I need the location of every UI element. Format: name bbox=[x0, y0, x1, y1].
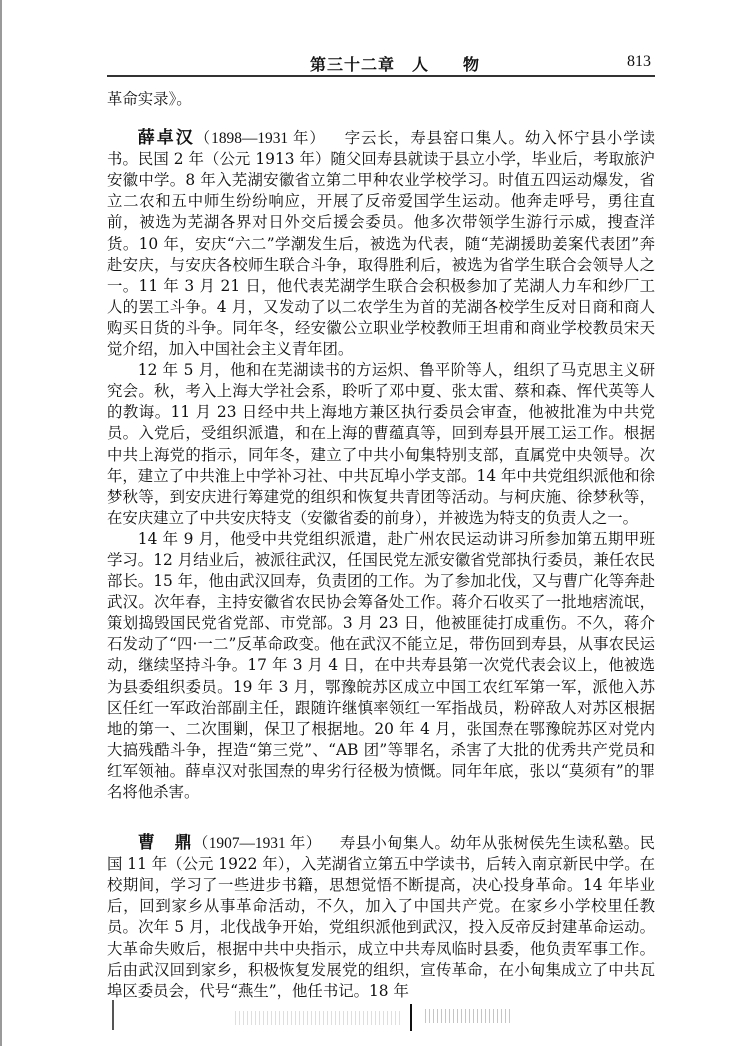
person-dates: （1907—1931 年） bbox=[192, 835, 322, 853]
scan-page-edge bbox=[0, 0, 2, 1046]
continuation-text: 革命实录》。 bbox=[107, 90, 192, 108]
person-name: 薛卓汉 bbox=[137, 128, 195, 149]
paragraph-text: 寿县小甸集人。幼年从张树侯先生读私塾。民国 11 年（公元 1922 年），入芜湖省立第五中学读书，后转入南京新民中学。在校期间，学习了一些进步书籍，思想觉悟不断提高，决心投身革命。14 年毕业后，回到家乡从事革命活动，不久，加入了中国共产党。在家乡小学校里任教员。次年 5 月，北伐战争开始，党组织派他到武汉，投入反帝反封建革命运动。大革命失败后，根据中共中央指示，成立中共寿凤临时县委，他负责军事工作。后由武汉回到家乡，积极恢复发展党的组织，宣传革命，在小甸集成立了中共瓦埠区委员会，代号“燕生”，他任书记。18 年 bbox=[107, 834, 655, 1000]
scan-artifacts bbox=[0, 995, 747, 1035]
paragraph: 14 年 9 月，他受中共党组织派遣，赴广州农民运动讲习所参加第五期甲班学习。12 月结业后，被派往武汉，任国民党左派安徽省党部执行委员，兼任农民部长。15 年，他由武汉回寿，负责团的工作。为了参加北伐，又与曹广化等奔赴武汉。次年春，主持安徽省农民协会筹备处工作。蒋介石收买了一批地痞流氓，策划捣毁国民党省党部、市党部。3 月 23 日，他被匪徒打成重伤。不久，蒋介石发动了“四·一二”反革命政变。他在武汉不能立足，带伤回到寿县，从事农民运动，继续坚持斗争。17 年 3 月 4 日，在中共寿县第一次党代表会议上，他被选为县委组织委员。19 年 3 月，鄂豫皖苏区成立中国工农红军第一军，派他入苏区任红一军政治部副主任，跟随许继慎率领红一军指战员，粉碎敌人对苏区根据地的第一、二次围剿，保卫了根据地。20 年 4 月，张国焘在鄂豫皖苏区对党内大搞残酷斗争，捏造“第三党”、“AB 团”等罪名，杀害了大批的优秀共产党员和红军领袖。薛卓汉对张国焘的卑劣行径极为愤慨。同年年底，张以“莫须有”的罪名将他杀害。 bbox=[107, 529, 655, 801]
scan-mark bbox=[410, 1004, 412, 1031]
header-rule bbox=[107, 75, 655, 77]
chapter-title: 第三十二章 人 物 bbox=[310, 55, 481, 74]
paragraph-text: 字云长，寿县窑口集人。幼入怀宁县小学读书。民国 2 年（公元 1913 年）随父回寿县就读于县立小学，毕业后，考取旅沪安徽中学。8 年入芜湖安徽省立第二甲种农业学校学习。时值五四运动爆发，省立二农和五中师生纷纷响应，开展了反帝爱国学生运动。他奔走呼号，勇往直前，被选为芜湖各界对日外交后援会委员。他多次带领学生游行示威，搜查洋货。10 年，安庆“六二”学潮发生后，被选为代表，随“芜湖援助姜案代表团”奔赴安庆，与安庆各校师生联合斗争，取得胜利后，被选为省学生联合会领导人之一。11 年 3 月 21 日，他代表芜湖学生联合会积极参加了芜湖人力车和纱厂工人的罢工斗争。4 月，又发动了以二农学生为首的芜湖各校学生反对日商和商人购买日货的斗争。同年冬，经安徽公立职业学校教师王坦甫和商业学校教员宋天觉介绍，加入中国社会主义青年团。 bbox=[107, 129, 655, 359]
page-number: 813 bbox=[627, 53, 651, 70]
biography-entry-cao-ding bbox=[107, 833, 655, 1002]
scan-noise bbox=[235, 1011, 400, 1025]
running-header bbox=[107, 52, 655, 74]
person-name: 曹 鼎 bbox=[137, 833, 193, 854]
person-dates: （1898—1931 年） bbox=[194, 130, 326, 148]
page-body bbox=[107, 89, 655, 1002]
paragraph: 12 年 5 月，他和在芜湖读书的方运炽、鲁平阶等人，组织了马克思主义研究会。秋，考入上海大学社会系，聆听了邓中夏、张太雷、蔡和森、恽代英等人的教诲。11 月 23 日经中共上海地方兼区执行委员会审查，他被批准为中共党员。入党后，受组织派遣，和在上海的曹蕴真等，回到寿县开展工运工作。根据中共上海党的指示，同年冬，建立了中共小甸集特别支部，直属党中央领导。次年，建立了中共淮上中学补习社、中共瓦埠小学支部。14 年中共党组织派他和徐梦秋等，到安庆进行筹建党的组织和恢复共青团等活动。与柯庆施、徐梦秋等，在安庆建立了中共安庆特支（安徽省委的前身），并被选为特支的负责人之一。 bbox=[107, 361, 655, 527]
scan-noise bbox=[425, 1009, 510, 1023]
scan-mark bbox=[112, 1000, 114, 1030]
biography-entry-xue-zhuohan bbox=[107, 128, 655, 360]
